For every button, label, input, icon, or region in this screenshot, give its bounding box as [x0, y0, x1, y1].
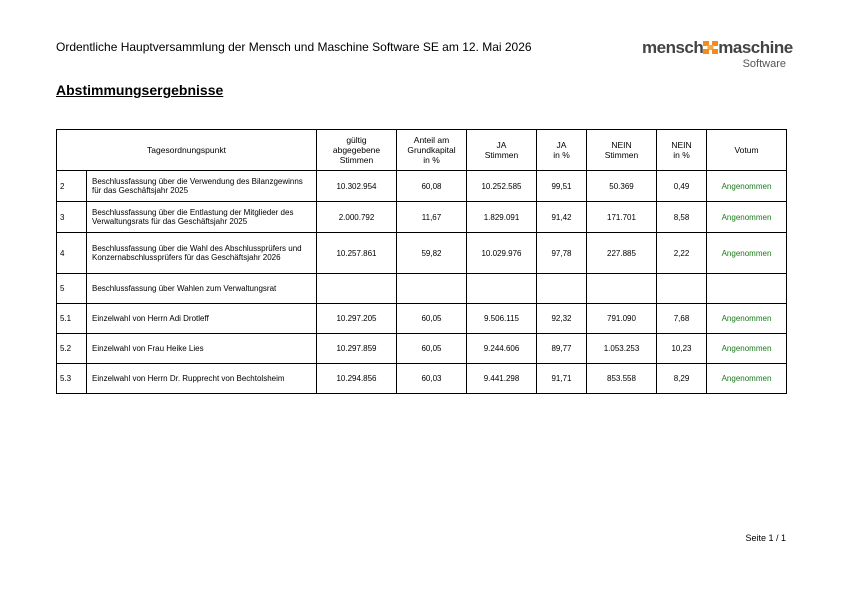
- cell-valid: 10.297.205: [317, 304, 397, 334]
- cell-share: 11,67: [397, 202, 467, 233]
- cell-no-pct: 7,68: [657, 304, 707, 334]
- table-row: [57, 304, 787, 334]
- cell-agenda-text: Beschlussfassung über die Verwendung des Bilanzgewinns für das Geschäftsjahr 2025: [87, 171, 317, 202]
- cell-vote: Angenommen: [707, 233, 787, 274]
- cell-yes: 9.244.606: [467, 334, 537, 364]
- cell-share: 60,05: [397, 304, 467, 334]
- col-header-valid: gültig abgegebene Stimmen: [317, 130, 397, 171]
- cell-no: 227.885: [587, 233, 657, 274]
- cell-no-pct: [657, 274, 707, 304]
- cell-nr: 2: [57, 171, 87, 202]
- cell-nr: 5.2: [57, 334, 87, 364]
- cell-vote: [707, 274, 787, 304]
- logo-word-1: mensch: [642, 38, 704, 57]
- company-logo: [642, 38, 792, 72]
- cell-agenda-text: Beschlussfassung über die Wahl des Abschlussprüfers und Konzernabschlussprüfers für das Geschäftsjahr 2026: [87, 233, 317, 274]
- cell-no-pct: 2,22: [657, 233, 707, 274]
- cell-yes: 10.252.585: [467, 171, 537, 202]
- table-row: [57, 233, 787, 274]
- cell-share: 60,03: [397, 364, 467, 394]
- cell-nr: 5.3: [57, 364, 87, 394]
- col-header-yes-pct: JA in %: [537, 130, 587, 171]
- cell-valid: 10.297.859: [317, 334, 397, 364]
- cell-yes-pct: 91,71: [537, 364, 587, 394]
- cell-share: [397, 274, 467, 304]
- cell-vote: Angenommen: [707, 364, 787, 394]
- cell-nr: 3: [57, 202, 87, 233]
- cell-share: 60,05: [397, 334, 467, 364]
- cell-no-pct: 10,23: [657, 334, 707, 364]
- cell-agenda-text: Einzelwahl von Frau Heike Lies: [87, 334, 317, 364]
- col-header-no: NEIN Stimmen: [587, 130, 657, 171]
- table-row: [57, 364, 787, 394]
- cell-valid: 10.257.861: [317, 233, 397, 274]
- cell-no: 853.558: [587, 364, 657, 394]
- cell-nr: 5.1: [57, 304, 87, 334]
- cell-valid: [317, 274, 397, 304]
- table-row: [57, 274, 787, 304]
- col-header-vote: Votum: [707, 130, 787, 171]
- cell-no: [587, 274, 657, 304]
- cell-vote: Angenommen: [707, 304, 787, 334]
- col-header-agenda: Tagesordnungspunkt: [57, 130, 317, 171]
- cell-yes: [467, 274, 537, 304]
- cell-yes: 1.829.091: [467, 202, 537, 233]
- col-header-yes: JA Stimmen: [467, 130, 537, 171]
- cell-yes-pct: 91,42: [537, 202, 587, 233]
- cell-no: 50.369: [587, 171, 657, 202]
- results-table: [56, 129, 787, 394]
- cell-agenda-text: Beschlussfassung über Wahlen zum Verwaltungsrat: [87, 274, 317, 304]
- cell-agenda-text: Einzelwahl von Herrn Adi Drotleff: [87, 304, 317, 334]
- cell-agenda-text: Beschlussfassung über die Entlastung der Mitglieder des Verwaltungsrats für das Geschäftsjahr 2025: [87, 202, 317, 233]
- col-header-share: Anteil am Grundkapital in %: [397, 130, 467, 171]
- cell-no-pct: 8,29: [657, 364, 707, 394]
- cell-no: 791.090: [587, 304, 657, 334]
- cell-vote: Angenommen: [707, 334, 787, 364]
- cell-share: 59,82: [397, 233, 467, 274]
- cell-yes: 10.029.976: [467, 233, 537, 274]
- cell-nr: 4: [57, 233, 87, 274]
- table-header-row: [57, 130, 787, 171]
- cell-yes-pct: [537, 274, 587, 304]
- cell-valid: 2.000.792: [317, 202, 397, 233]
- cell-valid: 10.294.856: [317, 364, 397, 394]
- header-text: Ordentliche Hauptversammlung der Mensch und Maschine Software SE am 12. Mai 2026: [56, 40, 532, 54]
- cell-agenda-text: Einzelwahl von Herrn Dr. Rupprecht von Bechtolsheim: [87, 364, 317, 394]
- cell-vote: Angenommen: [707, 171, 787, 202]
- cell-valid: 10.302.954: [317, 171, 397, 202]
- page-number: Seite 1 / 1: [745, 533, 786, 543]
- cell-no: 171.701: [587, 202, 657, 233]
- cell-no: 1.053.253: [587, 334, 657, 364]
- cell-yes-pct: 89,77: [537, 334, 587, 364]
- table-row: [57, 334, 787, 364]
- cell-yes-pct: 92,32: [537, 304, 587, 334]
- cell-no-pct: 0,49: [657, 171, 707, 202]
- cell-no-pct: 8,58: [657, 202, 707, 233]
- col-header-no-pct: NEIN in %: [657, 130, 707, 171]
- logo-word-2: maschine: [718, 38, 793, 57]
- logo-x-icon: [703, 38, 718, 58]
- logo-subtitle: Software: [742, 58, 786, 70]
- cell-nr: 5: [57, 274, 87, 304]
- cell-vote: Angenommen: [707, 202, 787, 233]
- cell-share: 60,08: [397, 171, 467, 202]
- table-row: [57, 202, 787, 233]
- page-title: Abstimmungsergebnisse: [56, 82, 224, 98]
- cell-yes: 9.506.115: [467, 304, 537, 334]
- cell-yes-pct: 99,51: [537, 171, 587, 202]
- table-row: [57, 171, 787, 202]
- logo-wordmark: [642, 38, 793, 58]
- cell-yes: 9.441.298: [467, 364, 537, 394]
- cell-yes-pct: 97,78: [537, 233, 587, 274]
